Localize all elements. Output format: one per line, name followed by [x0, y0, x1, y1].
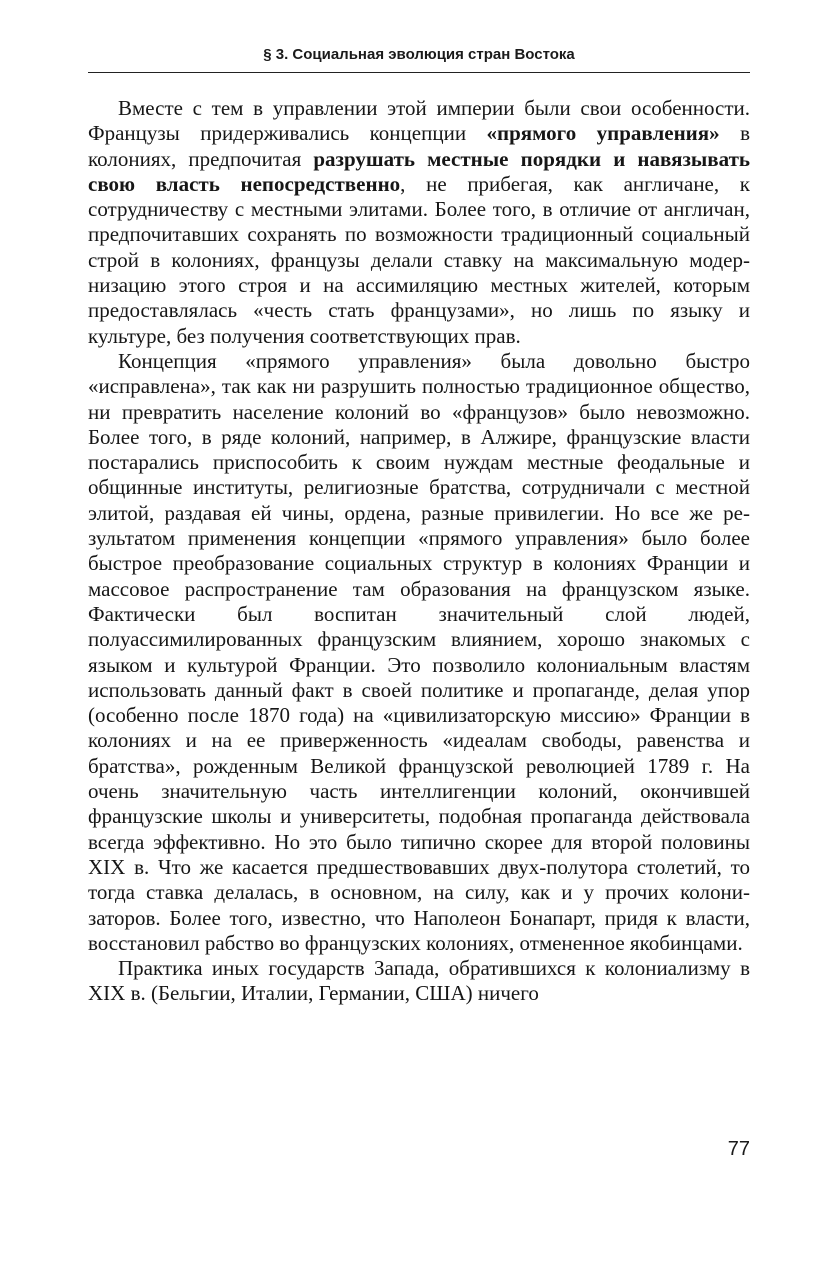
- body-paragraph: [88, 349, 750, 956]
- header-divider: [88, 72, 750, 73]
- page-body: [88, 96, 750, 1007]
- body-paragraph: [88, 96, 750, 349]
- page-number: 77: [727, 1138, 750, 1160]
- bold-text-segment: разрушать местные порядки и навязывать свою власть непосредственно: [88, 146, 750, 196]
- text-segment: Вместе с тем в управлении этой империи были свои особенности. Французы придерживались концепции: [88, 96, 750, 146]
- body-paragraph: [88, 956, 750, 1007]
- text-segment: , не прибегая, как англичане, к сотрудничеству с местными элитами. Более того, в отличие от англичан, предпочитавших сохранять по возможности традиционный социальный строй в колониях, французы делали ставку на максимальную модернизацию этого строя и на ассимиляцию местных жителей, которым предоставлялась «честь стать французами», но лишь по языку и культуре, без получения соответствующих прав.: [88, 171, 750, 348]
- running-header: § 3. Социальная эволюция стран Востока: [263, 46, 575, 63]
- bold-text-segment: «прямого управления»: [486, 121, 720, 146]
- text-segment: в колониях, предпочитая: [88, 121, 751, 171]
- text-segment: Практика иных государств Запада, обратившихся к колониализму в XIX в. (Бельгии, Италии, Германии, США) ничего: [88, 956, 750, 1006]
- text-segment: Концепция «прямого управления» была довольно быстро «исправлена», так как ни разрушить полностью традиционное общество, ни превратить население колоний во «французов» было невозможно. Более того, в ряде колоний, например, в Алжире, французские власти постарались приспособить к своим нуждам местные феодальные и общинные институты, религиозные братства, сотрудничали с местной элитой, раздавая ей чины, ордена, разные привилегии. Но все же результатом применения концепции «прямого управления» было более быстрое преобразование социальных структур в колониях Франции и массовое распространение там образования на французском языке. Фактически был воспитан значительный слой людей, полуассимилированных французским влиянием, хорошо знакомых с языком и культурой Франции. Это позволило колониальным властям использовать данный факт в своей политике и пропаганде, делая упор (особенно после 1870 года) на «цивилизаторскую миссию» Франции в колониях и на ее приверженность «идеалам свободы, равенства и братства», рожденным Великой французской революцией 1789 г. На очень значительную часть интеллигенции колоний, окончившей французские школы и университеты, подобная пропаганда действовала всегда эффективно. Но это было типично скорее для второй половины XIX в. Что же касается предшествовавших двух-полутора столетий, то тогда ставка делалась, в основном, на силу, как и у прочих колонизаторов. Более того, известно, что Наполеон Бонапарт, придя к власти, восстановил рабство во французских колониях, отмененное якобинцами.: [88, 348, 750, 955]
